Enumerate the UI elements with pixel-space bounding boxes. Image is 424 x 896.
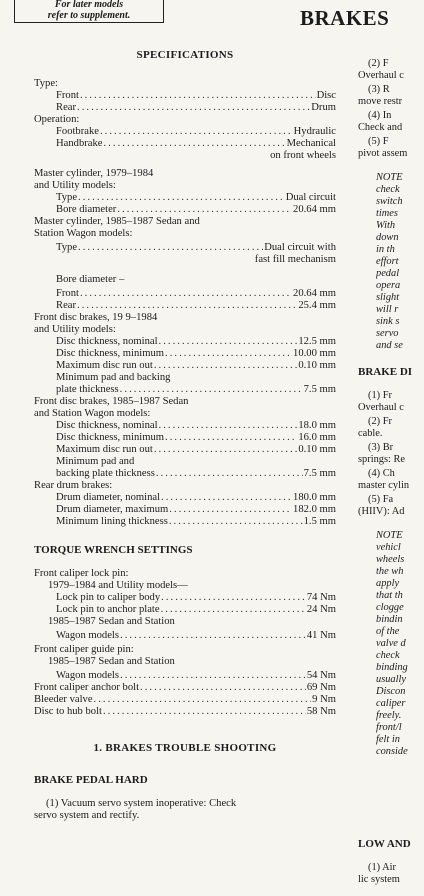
right-column-line: (1) Air [368,862,396,873]
spec-row-label: Type [56,192,78,203]
torque-row-label: Bleeder valve [34,694,93,705]
right-column-line: check [376,650,400,661]
right-column-line: clogge [376,602,404,613]
spec-row-value: 7.5 mm [303,468,336,479]
right-column-line: With [376,220,396,231]
right-column-line: switch [376,196,403,207]
spec-row-value: 7.5 mm [303,384,336,395]
right-column-line: Overhaul c [358,70,404,81]
right-column-line: (4) In [368,110,392,121]
right-column-line: Overhaul c [358,402,404,413]
spec-row-value: Dual circuit with [264,242,336,253]
spec-row-label: Disc thickness, minimum [56,348,164,359]
spec-row [56,242,336,254]
right-column-line: of the [376,626,400,637]
torque-label: Front caliper lock pin: [34,568,129,579]
spec-row [56,516,336,528]
right-column-line: bindin [376,614,403,625]
torque-row-value: 9 Nm [312,694,336,705]
spec-label: Front disc brakes, 1985–1987 Sedan [34,396,189,407]
torque-row [56,592,336,604]
torque-row-label: Front caliper anchor bolt [34,682,140,693]
spec-row-value: 180.0 mm [293,492,336,503]
right-column-line: (3) Br [368,442,394,453]
right-column-heading: LOW AND [358,838,411,850]
spec-label: Master cylinder, 1985–1987 Sedan and [34,216,200,227]
spec-row [56,288,336,300]
torque-row [34,706,336,718]
spec-row [56,138,336,150]
spec-row [56,90,336,102]
spec-row-value: 25.4 mm [298,300,336,311]
spec-row-value: 182.0 mm [293,504,336,515]
right-column-line: will r [376,304,399,315]
spec-row-label: backing plate thickness [56,468,155,479]
right-column-line: apply [376,578,400,589]
trouble-text: (1) Vacuum servo system inoperative: Check [46,798,237,809]
right-column-line: NOTE [376,172,403,183]
torque-label: 1985–1987 Sedan and Station [48,656,175,667]
spec-label: Bore diameter – [56,274,125,285]
torque-row [34,694,336,706]
spec-label: and Station Wagon models: [34,408,151,419]
spec-label: and Utility models: [34,180,116,191]
spec-row-label: Disc thickness, nominal [56,420,158,431]
right-column-line: wheels [376,554,405,565]
torque-row-label: Wagon models [56,630,119,641]
spec-row [56,492,336,504]
spec-row [56,420,336,432]
torque-row-value: 69 Nm [306,682,336,693]
right-column-line: caliper [376,698,406,709]
right-column-line: check [376,184,400,195]
spec-label: Station Wagon models: [34,228,133,239]
torque-row [34,682,336,694]
right-column-line: Discon [376,686,406,697]
spec-row-value: Dual circuit [285,192,336,203]
trouble-text: servo system and rectify. [34,810,140,821]
torque-heading: TORQUE WRENCH SETTINGS [34,544,193,556]
spec-row-value: 16.0 mm [298,432,336,443]
supplement-note-line: refer to supplement. [47,9,131,21]
right-column-line: (2) F [368,58,389,69]
spec-row-label: Drum diameter, maximum [56,504,169,515]
spec-row-label: Footbrake [56,126,99,137]
spec-row-value: Mechanical [286,138,336,149]
spec-row-label: Type [56,242,78,253]
spec-row-label: Handbrake [56,138,103,149]
spec-row-label: Maximum disc run out [56,360,153,371]
spec-row-label: Maximum disc run out [56,444,153,455]
right-column-line: (1) Fr [368,390,392,401]
spec-label: Minimum pad and [56,456,135,467]
spec-row-label: Front [56,288,79,299]
right-column-line: in th [376,244,395,255]
torque-row-label: Disc to hub bolt [34,706,102,717]
spec-row [56,444,336,456]
right-column-line: (4) Ch [368,468,395,479]
spec-row-value: Hydraulic [293,126,336,137]
spec-row-value: 18.0 mm [298,420,336,431]
spec-label: Minimum pad and backing [56,372,171,383]
spec-row [56,468,336,480]
spec-row-label: Drum diameter, nominal [56,492,161,503]
right-column-line: down [376,232,399,243]
spec-row [56,432,336,444]
supplement-note-line: For later models [54,0,124,10]
right-column-line: valve d [376,638,406,649]
right-column-line: conside [376,746,408,757]
spec-row [56,192,336,204]
spec-label: and Utility models: [34,324,116,335]
spec-row-label: Rear [56,102,76,113]
spec-row-label: Bore diameter [56,204,117,215]
torque-row-value: 54 Nm [306,670,336,681]
spec-row-value: Disc [316,90,336,101]
spec-row-label: Disc thickness, minimum [56,432,164,443]
right-column-line: springs: Re [358,454,406,465]
supplement-note-box [14,0,164,23]
spec-row [56,504,336,516]
right-column-cropped [358,0,424,896]
right-column-line: freely. [376,710,402,721]
right-column-line: cable. [358,428,383,439]
right-column-line: master cylin [358,480,410,491]
right-column-line: (5) Fa [368,494,394,505]
right-column-heading: BRAKE DI [358,366,413,378]
torque-row-value: 58 Nm [306,706,336,717]
right-column-line: (HIIV): Ad [358,506,405,517]
spec-label: Rear drum brakes: [34,480,113,491]
spec-row [56,300,336,312]
spec-row [56,360,336,372]
right-column-line: (2) Fr [368,416,392,427]
torque-label: 1985–1987 Sedan and Station [48,616,175,627]
brake-pedal-hard-heading: BRAKE PEDAL HARD [34,774,148,786]
right-column-line: pivot assem [358,148,408,159]
torque-row-value: 41 Nm [306,630,336,641]
spec-label: Type: [34,78,58,89]
torque-row [56,604,336,616]
torque-row-label: Wagon models [56,670,119,681]
right-column-line: Check and [358,122,403,133]
spec-row [56,204,336,216]
spec-label: Front disc brakes, 19 9–1984 [34,312,158,323]
spec-value-continued: on front wheels [270,150,336,161]
right-column-line: pedal [376,268,400,279]
spec-row-label: Minimum lining thickness [56,516,168,527]
right-column-line: servo [376,328,399,339]
right-column-line: front/l [376,722,402,733]
spec-row-value: 0.10 mm [298,360,336,371]
torque-row-label: Lock pin to anchor plate [56,604,160,615]
torque-label: Front caliper guide pin: [34,644,134,655]
right-column-line: binding [376,662,408,673]
spec-row-label: Rear [56,300,76,311]
specifications-heading: SPECIFICATIONS [136,49,234,61]
right-column-line: slight [376,292,400,303]
spec-row-value: 10.00 mm [293,348,336,359]
spec-row-value: 20.64 mm [293,204,336,215]
torque-row-value: 24 Nm [306,604,336,615]
right-column-line: move restr [358,96,403,107]
spec-row-label: Disc thickness, nominal [56,336,158,347]
spec-row [56,102,336,114]
right-column-line: the wh [376,566,404,577]
spec-row-value: Drum [311,102,336,113]
spec-row-label: Front [56,90,79,101]
right-column-line: times [376,208,398,219]
right-column-line: sink s [376,316,400,327]
right-column-line: usually [376,674,407,685]
spec-row-label: plate thickness [56,384,119,395]
right-column-line: (5) F [368,136,389,147]
spec-row [56,126,336,138]
right-column-line: vehicl [376,542,401,553]
torque-row-label: Lock pin to caliper body [56,592,161,603]
spec-row-value: 20.64 mm [293,288,336,299]
spec-row-value: 12.5 mm [298,336,336,347]
right-column-line: opera [376,280,401,291]
spec-label: Operation: [34,114,80,125]
right-column-line: that th [376,590,403,601]
spec-row [56,348,336,360]
spec-row [56,336,336,348]
right-column-line: and se [376,340,403,351]
right-column-line: lic system [358,874,400,885]
torque-row [56,630,336,642]
right-column-line: NOTE [376,530,403,541]
right-column-line: effort [376,256,399,267]
torque-row-value: 74 Nm [306,592,336,603]
torque-label: 1979–1984 and Utility models— [48,580,188,591]
trouble-shooting-heading: 1. BRAKES TROUBLE SHOOTING [93,742,277,754]
page-title: BRAKES [300,6,390,30]
spec-row-value: 0.10 mm [298,444,336,455]
right-column-line: felt in [376,734,400,745]
spec-row-value: 1.5 mm [303,516,336,527]
right-column-line: (3) R [368,84,390,95]
spec-label: Master cylinder, 1979–1984 [34,168,154,179]
spec-value-continued: fast fill mechanism [254,254,336,265]
spec-row [56,384,336,396]
torque-row [56,670,336,682]
